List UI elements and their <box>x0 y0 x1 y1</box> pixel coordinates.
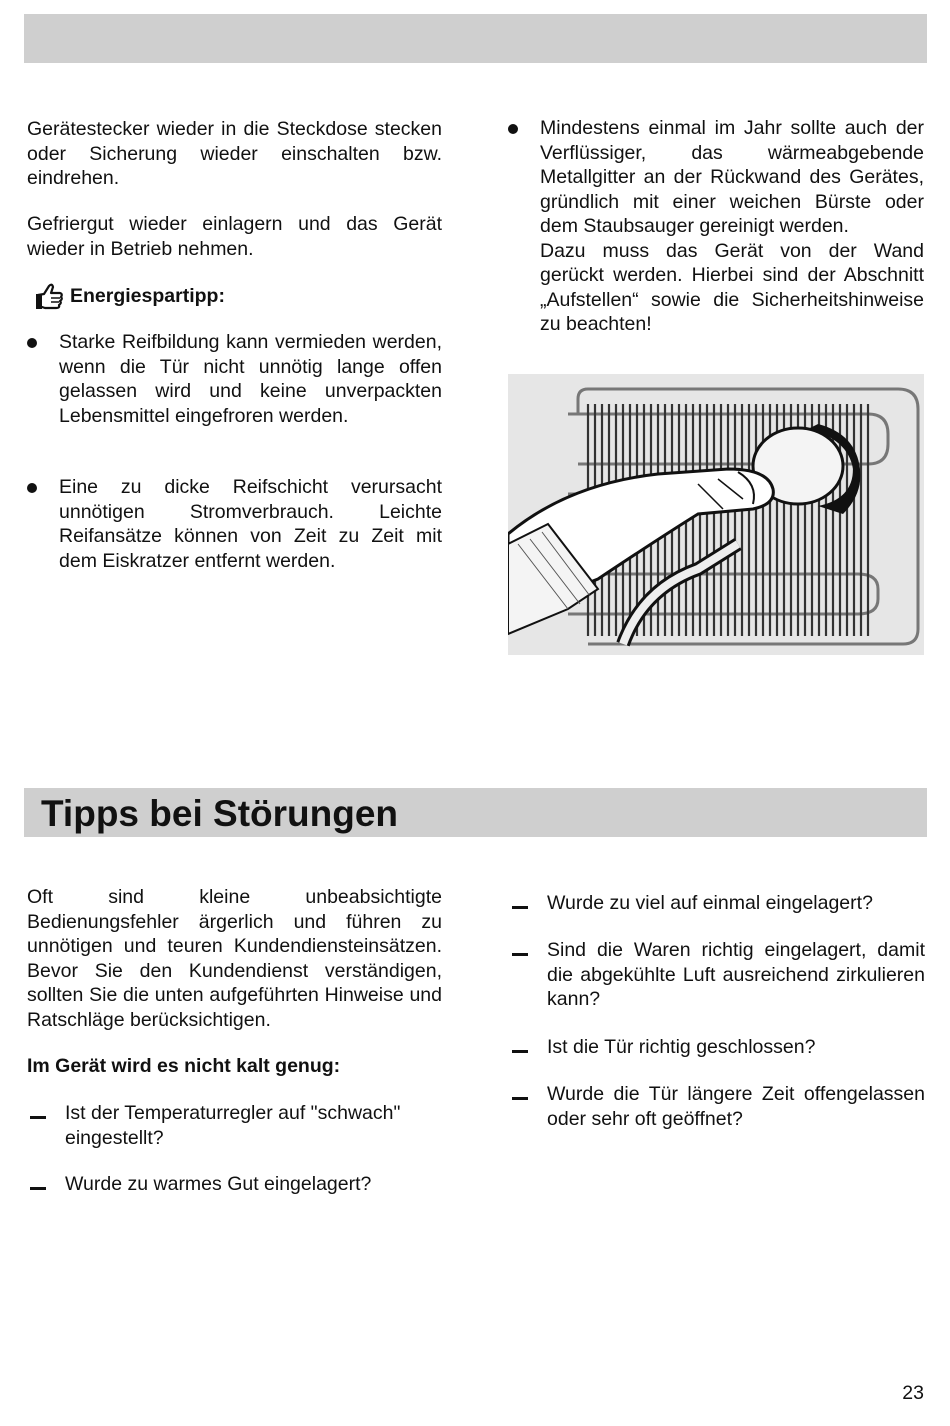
bullet-continuation-text: Dazu muss das Gerät von der Wand gerückt werden. Hierbei sind der Abschnitt „Aufstellen“ sowie die Sicherheitshinweise zu beachten! <box>540 239 924 335</box>
dash-icon <box>512 1082 528 1107</box>
subheading-text: Im Gerät wird es nicht kalt genug: <box>27 1055 341 1077</box>
dash-icon <box>512 1035 528 1060</box>
subheading <box>27 1054 442 1079</box>
list-item <box>512 1082 925 1131</box>
bullet-icon <box>27 330 37 355</box>
list-text: Wurde zu viel auf einmal eingelagert? <box>547 892 873 914</box>
section-title: Tipps bei Störungen <box>41 793 398 834</box>
top-header-bar <box>24 14 927 63</box>
list-item <box>27 330 442 428</box>
intro-paragraph <box>27 885 442 1032</box>
list-text: Wurde zu warmes Gut eingelagert? <box>65 1173 372 1195</box>
bullet-text: Mindestens einmal im Jahr sollte auch der Verflüssiger, das wärmeabgebende Metallgitter an der Rückwand des Gerätes, gründlich mit einer weichen Bürste oder dem Staubsauger gereinigt werden. <box>540 117 924 237</box>
paragraph-text: Gefriergut wieder einlagern und das Gerät wieder in Betrieb nehmen. <box>27 213 442 260</box>
list-text: Sind die Waren richtig eingelagert, damit die abgekühlte Luft ausreichend zirkulieren kann? <box>547 939 925 1010</box>
list-item <box>30 1172 445 1197</box>
energy-tip-label: Energiespartipp: <box>70 285 225 307</box>
hand-cleaning-condenser-grille-illustration <box>508 374 924 655</box>
list-item <box>508 116 924 337</box>
dash-icon <box>512 938 528 963</box>
section-heading-bar <box>24 788 927 837</box>
bullet-text: Starke Reifbildung kann vermieden werden, wenn die Tür nicht unnötig lange offen gelassen wird und keine unverpackten Lebensmittel eingefroren werden. <box>59 331 442 427</box>
list-item <box>27 475 442 573</box>
paragraph-text: Oft sind kleine unbeabsichtigte Bedienungsfehler ärgerlich und führen zu unnötigen und teuren Kundendiensteinsätzen. Bevor Sie den Kundendienst verständigen, sollten Sie die unten aufgeführten Hinweise und Ratschläge berücksichtigen. <box>27 886 442 1031</box>
paragraph-plug-in <box>27 117 442 191</box>
list-item <box>512 1035 925 1060</box>
dash-icon <box>512 891 528 916</box>
list-item <box>30 1101 445 1150</box>
bullet-icon <box>508 116 518 141</box>
list-item <box>512 938 925 1012</box>
paragraph-restock <box>27 212 442 261</box>
list-text: Wurde die Tür längere Zeit offengelassen oder sehr oft geöffnet? <box>547 1083 925 1130</box>
page-number: 23 <box>902 1382 924 1404</box>
thumbs-up-hand-icon <box>34 281 66 318</box>
dash-icon <box>30 1172 46 1197</box>
dash-icon <box>30 1101 46 1126</box>
bullet-icon <box>27 475 37 500</box>
list-text: Ist die Tür richtig geschlossen? <box>547 1036 816 1058</box>
list-item <box>512 891 925 916</box>
list-text: Ist der Temperaturregler auf "schwach" eingestellt? <box>65 1102 401 1149</box>
paragraph-text: Gerätestecker wieder in die Steckdose stecken oder Sicherung wieder einschalten bzw. eindrehen. <box>27 118 442 189</box>
bullet-text: Eine zu dicke Reifschicht verursacht unnötigen Stromverbrauch. Leichte Reifansätze können von Zeit zu Zeit mit dem Eiskratzer entfernt werden. <box>59 476 442 572</box>
